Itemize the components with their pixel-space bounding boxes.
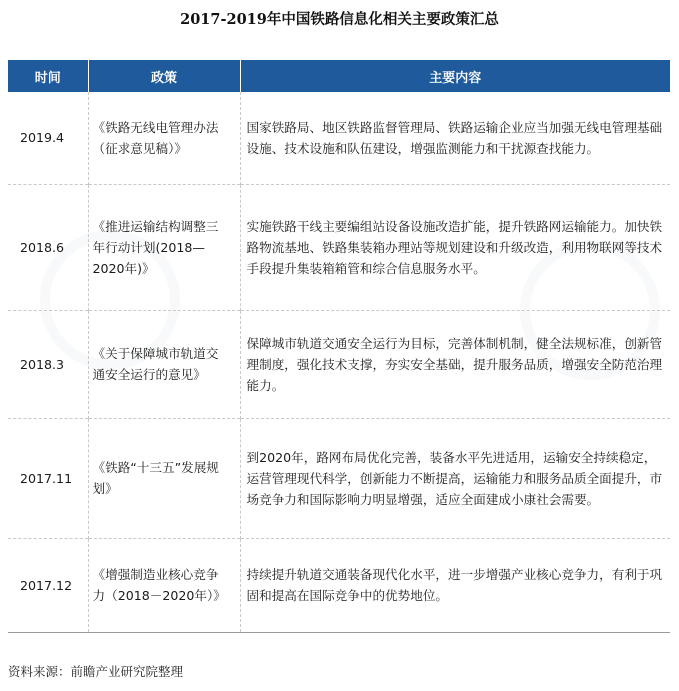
- row-content: 持续提升轨道交通装备现代化水平，进一步增强产业核心竞争力，有利于巩固和提高在国际竞争中的优势地位。: [246, 567, 663, 603]
- row-time: 2018.6: [20, 239, 65, 255]
- row-policy: 《铁路无线电管理办法（征求意见稿）》: [88, 92, 240, 184]
- header-time: 时间: [8, 60, 88, 92]
- row-time: 2019.4: [20, 130, 65, 146]
- row-time: 2017.12: [20, 577, 73, 593]
- row-policy: 《增强制造业核心竞争力（2018－2020年）》: [88, 538, 240, 632]
- source-note: 资料来源：前瞻产业研究院整理: [8, 664, 184, 679]
- row-policy: 《推进运输结构调整三年行动计划(2018—2020年)》: [88, 184, 240, 310]
- row-content: 保障城市轨道交通安全运行为目标，完善体制机制，健全法规标准，创新管理制度，强化技术支撑，夯实安全基础，提升服务品质，增强安全防范治理能力。: [246, 335, 663, 393]
- row-content: 到2020年，路网布局优化完善，装备水平先进适用，运输安全持续稳定，运营管理现代科学，创新能力不断提高，运输能力和服务品质全面提升，市场竞争力和国际影响力明显增强，适应全面建成小康社会需要。: [246, 449, 663, 507]
- header-content: 主要内容: [240, 60, 670, 92]
- row-time: 2018.3: [20, 356, 65, 372]
- table-row: [8, 92, 670, 184]
- row-policy: 《关于保障城市轨道交通安全运行的意见》: [88, 310, 240, 418]
- row-time: 2017.11: [20, 470, 73, 486]
- row-content: 国家铁路局、地区铁路监督管理局、铁路运输企业应当加强无线电管理基础设施、技术设施和队伍建设，增强监测能力和干扰源查找能力。: [246, 119, 663, 156]
- table-row: [8, 184, 670, 310]
- table-row: [8, 538, 670, 632]
- row-policy: 《铁路“十三五”发展规划》: [88, 418, 240, 538]
- header-policy: 政策: [88, 60, 240, 92]
- policy-table: [8, 60, 670, 633]
- table-row: [8, 310, 670, 418]
- page-title: 2017-2019年中国铁路信息化相关主要政策汇总: [180, 11, 499, 28]
- table-header-row: [8, 60, 670, 92]
- table-row: [8, 418, 670, 538]
- row-content: 实施铁路干线主要编组站设备设施改造扩能，提升铁路网运输能力。加快铁路物流基地、铁路集装箱办理站等规划建设和升级改造，利用物联网等技术手段提升集装箱箱管和综合信息服务水平。: [246, 218, 663, 276]
